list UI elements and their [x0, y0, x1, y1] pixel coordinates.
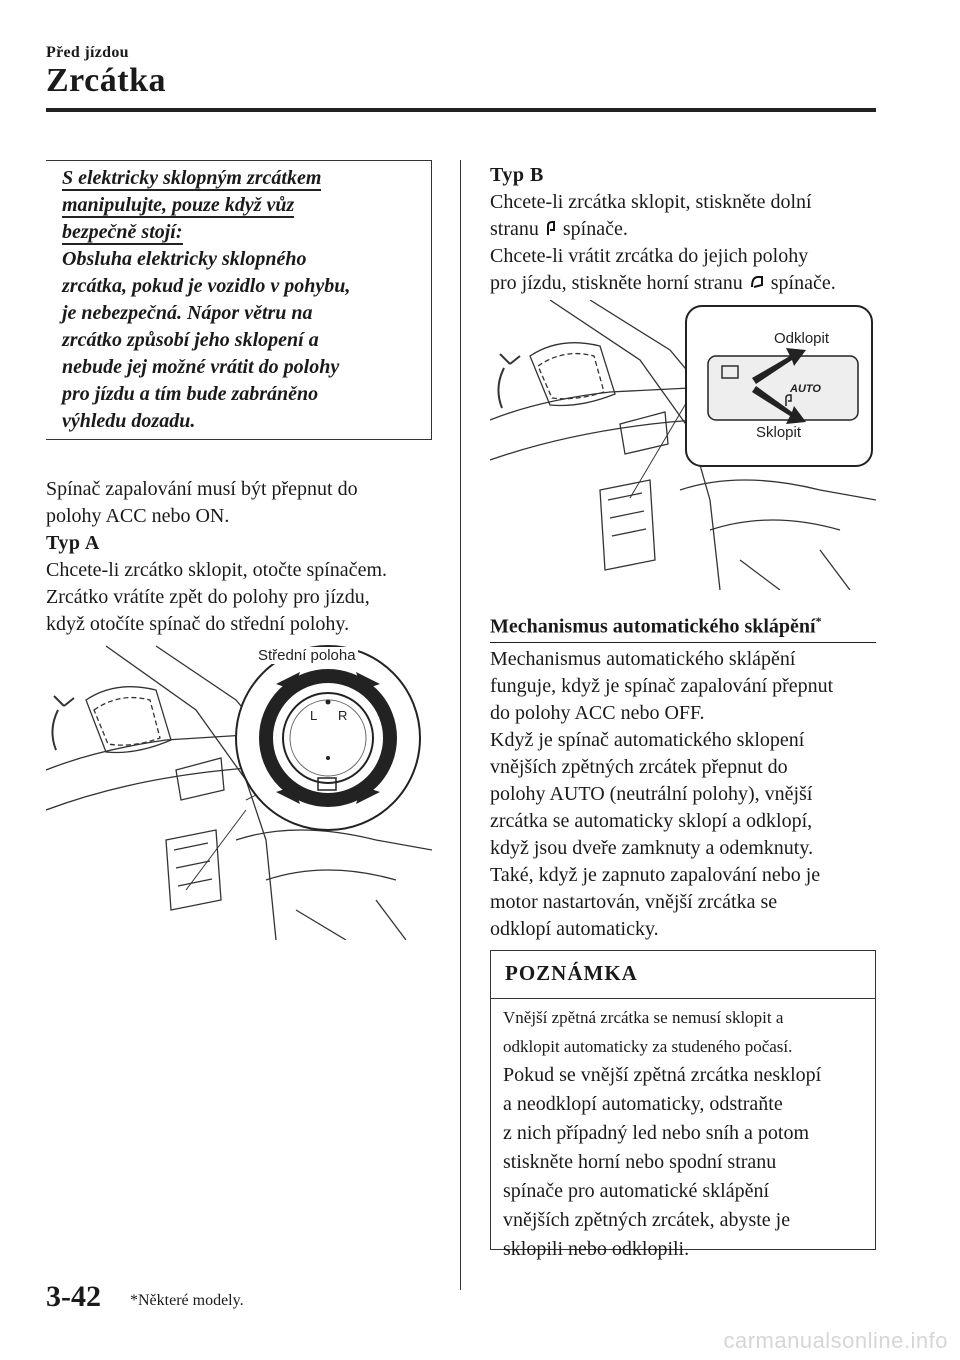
text-line: polohy ACC nebo ON. [46, 505, 230, 527]
warning-heading-line: S elektricky sklopným zrcátkem [62, 167, 322, 189]
note-line: odklopit automaticky za studeného počasí. [503, 1037, 793, 1056]
note-line: stiskněte horní nebo spodní stranu [503, 1151, 777, 1173]
text-line: odklopí automaticky. [490, 918, 659, 940]
text-line: funguje, když je spínač zapalování přepnut [490, 675, 834, 697]
left-intro [46, 476, 446, 638]
text-line: Když je spínač automatického sklopení [490, 729, 805, 751]
figure-label-fold: Sklopit [756, 424, 802, 441]
text-line: Spínač zapalování musí být přepnut do [46, 478, 358, 500]
warning-body-line: výhledu dozadu. [62, 410, 196, 432]
note-box [490, 950, 876, 1260]
note-line: vnějších zpětných zrcátek, abyste je [503, 1209, 791, 1231]
figure-label-center-position: Střední poloha [258, 647, 356, 664]
text-line: Chcete-li zrcátko sklopit, otočte spínačem. [46, 559, 387, 581]
note-line: a neodklopí automaticky, odstraňte [503, 1093, 783, 1115]
figure-typ-b [490, 300, 876, 590]
note-line: z nich případný led nebo sníh a potom [503, 1122, 810, 1144]
warning-body-line: je nebezpečná. Nápor větru na [62, 302, 313, 324]
section-label: Před jízdou [46, 44, 129, 61]
text-line: když otočíte spínač do střední polohy. [46, 613, 350, 635]
warning-heading [62, 165, 415, 246]
warning-body [62, 246, 415, 435]
text-line [490, 216, 890, 243]
typ-a-heading: Typ A [46, 532, 100, 554]
note-line: Pokud se vnější zpětná zrcátka nesklopí [503, 1064, 822, 1086]
text-line: polohy AUTO (neutrální polohy), vnější [490, 783, 813, 805]
watermark: carmanualsonline.info [723, 1328, 948, 1353]
note-title: POZNÁMKA [491, 951, 875, 999]
note-line: spínače pro automatické sklápění [503, 1180, 770, 1202]
warning-body-line: nebude jej možné vrátit do polohy [62, 356, 340, 378]
note-line: Vnější zpětná zrcátka se nemusí sklopit a [503, 1008, 784, 1027]
mirror-unfold-icon [750, 272, 764, 288]
svg-text:L: L [310, 708, 318, 723]
text-line: motor nastartován, vnější zrcátka se [490, 891, 778, 913]
text-line: do polohy ACC nebo OFF. [490, 702, 705, 724]
note-line: sklopili nebo odklopili. [503, 1238, 690, 1260]
footnote: *Některé modely. [130, 1292, 244, 1309]
text-line: Také, když je zapnuto zapalování nebo je [490, 864, 821, 886]
text-line: Zrcátko vrátíte zpět do polohy pro jízdu, [46, 586, 370, 608]
mechanism-heading-text: Mechanismus automatického sklápění [490, 615, 816, 638]
text-fragment: spínače. [562, 218, 628, 240]
asterisk-marker: * [815, 614, 822, 628]
figure-label-unfold: Odklopit [774, 330, 830, 347]
auto-label: AUTO [790, 383, 821, 395]
warning-body-line: pro jízdu a tím bude zabráněno [62, 383, 319, 405]
mechanism-text [490, 646, 890, 943]
warning-box [46, 160, 432, 440]
title-rule [46, 108, 876, 112]
text-line: vnějších zpětných zrcátek přepnut do [490, 756, 788, 778]
figure-typ-a-drawing [46, 640, 432, 940]
warning-heading-line: bezpečně stojí: [62, 221, 183, 243]
warning-heading-line: manipulujte, pouze když vůz [62, 194, 295, 216]
page-title: Zrcátka [46, 62, 166, 99]
column-divider [460, 160, 461, 1290]
text-line: Chcete-li zrcátka sklopit, stiskněte dolní [490, 191, 812, 213]
mirror-fold-icon [546, 218, 556, 234]
note-body [491, 999, 875, 1268]
text-line: Mechanismus automatického sklápění [490, 648, 796, 670]
text-line: zrcátka se automaticky sklopí a odklopí, [490, 810, 813, 832]
mechanism-heading [490, 608, 876, 643]
right-typ-b [490, 162, 890, 297]
warning-body-line: zrcátko způsobí jeho sklopení a [62, 329, 319, 351]
text-line: když jsou dveře zamknuty a odemknuty. [490, 837, 814, 859]
text-fragment: spínače. [770, 272, 836, 294]
warning-body-line: Obsluha elektricky sklopného [62, 248, 307, 270]
typ-b-heading: Typ B [490, 164, 544, 186]
text-line [490, 270, 890, 297]
text-fragment: pro jízdu, stiskněte horní stranu [490, 272, 743, 294]
text-line: Chcete-li vrátit zrcátka do jejich polohy [490, 245, 809, 267]
page-number: 3-42 [46, 1280, 101, 1313]
figure-typ-a [46, 640, 432, 940]
svg-text:R: R [338, 708, 348, 723]
text-fragment: stranu [490, 218, 539, 240]
warning-body-line: zrcátka, pokud je vozidlo v pohybu, [62, 275, 351, 297]
